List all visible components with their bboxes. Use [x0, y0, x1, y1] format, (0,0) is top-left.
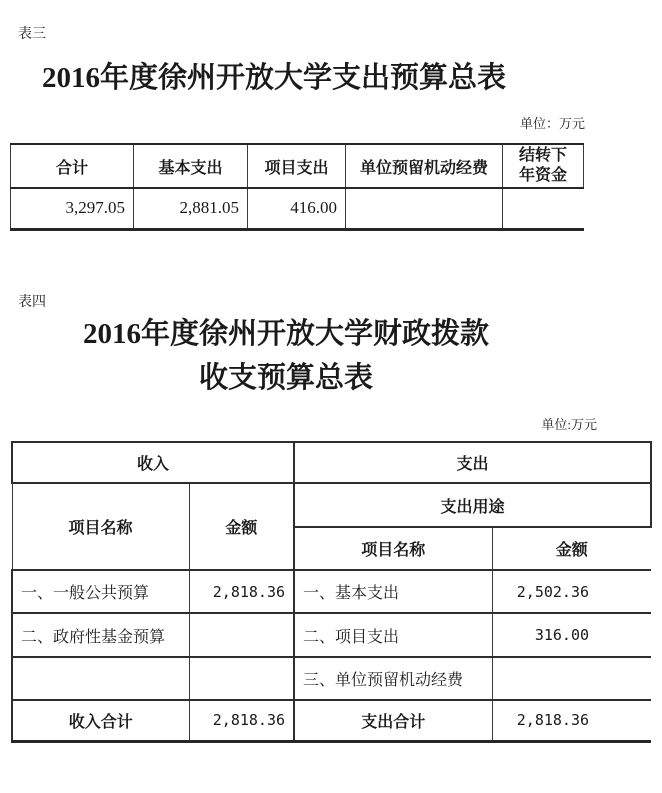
expense-section-header: 支出: [294, 442, 651, 483]
income-amount-cell: [189, 657, 294, 700]
table4-title-line1: 2016年度徐州开放大学财政拨款: [82, 318, 489, 350]
header-total: 合计: [11, 144, 134, 188]
table-row: [12, 613, 651, 657]
sub-header-row: [12, 483, 651, 527]
income-item-cell: 一、一般公共预算: [12, 570, 189, 613]
expense-item-cell: 二、项目支出: [294, 613, 492, 657]
section-header-row: [12, 442, 651, 483]
table3-title: 2016年度徐州开放大学支出预算总表: [41, 62, 506, 94]
expense-total-amount: 2,818.36: [492, 700, 651, 741]
income-amount-cell: [189, 613, 294, 657]
expenditure-summary-table: [10, 143, 584, 231]
header-carryover-funds: [503, 144, 584, 188]
cell-reserved-funds-value: [346, 188, 503, 229]
income-item-cell: [12, 657, 189, 700]
income-amount-cell: 2,818.36: [189, 570, 294, 613]
header-carryover-funds-text: 结转下年资金: [518, 147, 567, 184]
expense-amount-cell: [492, 657, 651, 700]
cell-basic-expenditure-value: 2,881.05: [134, 188, 248, 229]
table4-unit-label: 单位:万元: [541, 417, 597, 432]
header-project-expenditure: 项目支出: [248, 144, 346, 188]
income-section-header: 收入: [12, 442, 294, 483]
table3-tag: 表三: [18, 27, 46, 42]
expense-item-cell: 三、单位预留机动经费: [294, 657, 492, 700]
expense-amount-cell: 316.00: [492, 613, 651, 657]
table4-tag: 表四: [18, 295, 46, 310]
expense-amount-header: 金额: [492, 527, 651, 570]
header-basic-expenditure: 基本支出: [134, 144, 248, 188]
cell-project-expenditure-value: 416.00: [248, 188, 346, 229]
income-item-header: 项目名称: [12, 483, 189, 570]
income-amount-header: 金额: [189, 483, 294, 570]
expense-amount-cell: 2,502.36: [492, 570, 651, 613]
table3-unit-label: 单位：万元: [519, 116, 585, 131]
expense-total-label: 支出合计: [294, 700, 492, 741]
total-row: [12, 700, 651, 741]
income-total-label: 收入合计: [12, 700, 189, 741]
table-row: [11, 188, 584, 229]
income-total-amount: 2,818.36: [189, 700, 294, 741]
table4-title-line2: 收支预算总表: [198, 362, 373, 394]
expense-item-cell: 一、基本支出: [294, 570, 492, 613]
expense-use-header: 支出用途: [294, 483, 651, 527]
cell-total-value: 3,297.05: [11, 188, 134, 229]
table-row: [12, 570, 651, 613]
table-header-row: [11, 144, 584, 188]
table-row: [12, 657, 651, 700]
income-item-cell: 二、政府性基金预算: [12, 613, 189, 657]
fiscal-revenue-expenditure-table: [11, 441, 652, 743]
header-reserved-funds: 单位预留机动经费: [346, 144, 503, 188]
expense-item-header: 项目名称: [294, 527, 492, 570]
cell-carryover-funds-value: [503, 188, 584, 229]
